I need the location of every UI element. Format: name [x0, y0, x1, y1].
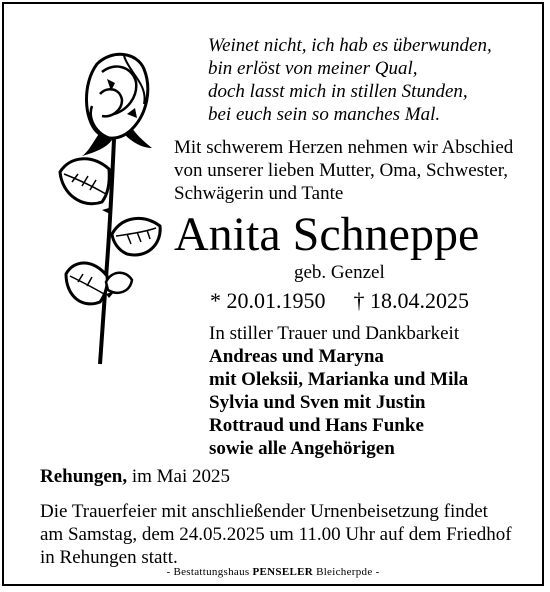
poem [208, 34, 492, 126]
intro-text [174, 136, 513, 205]
mourner-line: sowie alle Angehörigen [209, 438, 395, 459]
death-date: † 18.04.2025 [353, 288, 469, 313]
funeral-info [40, 500, 512, 569]
footer-pre: Bestattungshaus [173, 566, 253, 578]
place-date [40, 466, 230, 488]
birth-name: geb. Genzel [294, 262, 385, 283]
place-when: im Mai 2025 [127, 466, 231, 487]
poem-line: bei euch sein so manches Mal. [208, 104, 441, 125]
poem-line: Weinet nicht, ich hab es überwunden, [208, 35, 492, 56]
rose-icon [52, 44, 172, 374]
intro-line: von unserer lieben Mutter, Oma, Schwester, [174, 160, 509, 181]
funeral-home-footer [4, 566, 542, 578]
life-dates [210, 288, 469, 314]
poem-line: bin erlöst von meiner Qual, [208, 58, 418, 79]
intro-line: Mit schwerem Herzen nehmen wir Abschied [174, 137, 514, 158]
mourners-intro: In stiller Trauer und Dankbarkeit [209, 323, 460, 344]
mourner-line: Andreas und Maryna [209, 346, 384, 367]
footer-dash-left: - [166, 566, 174, 578]
obituary-card [2, 2, 544, 586]
footer-dash-right: - [372, 566, 380, 578]
mourner-line: mit Oleksii, Marianka und Mila [209, 369, 469, 390]
funeral-line: Die Trauerfeier mit anschließender Urnenbeisetzung findet [40, 501, 488, 522]
funeral-line: am Samstag, dem 24.05.2025 um 11.00 Uhr auf dem Friedhof [40, 524, 512, 545]
intro-line: Schwägerin und Tante [174, 183, 344, 204]
footer-brand: PENSELER [252, 566, 314, 578]
mourners [209, 322, 468, 460]
mourner-line: Rottraud und Hans Funke [209, 415, 424, 436]
poem-line: doch lasst mich in stillen Stunden, [208, 81, 468, 102]
mourner-line: Sylvia und Sven mit Justin [209, 392, 426, 413]
deceased-name: Anita Schneppe [174, 208, 480, 261]
birth-date: * 20.01.1950 [210, 288, 326, 313]
place-town: Rehungen, [40, 466, 128, 487]
funeral-line: in Rehungen statt. [40, 547, 178, 568]
footer-post: Bleicherpde [313, 566, 373, 578]
